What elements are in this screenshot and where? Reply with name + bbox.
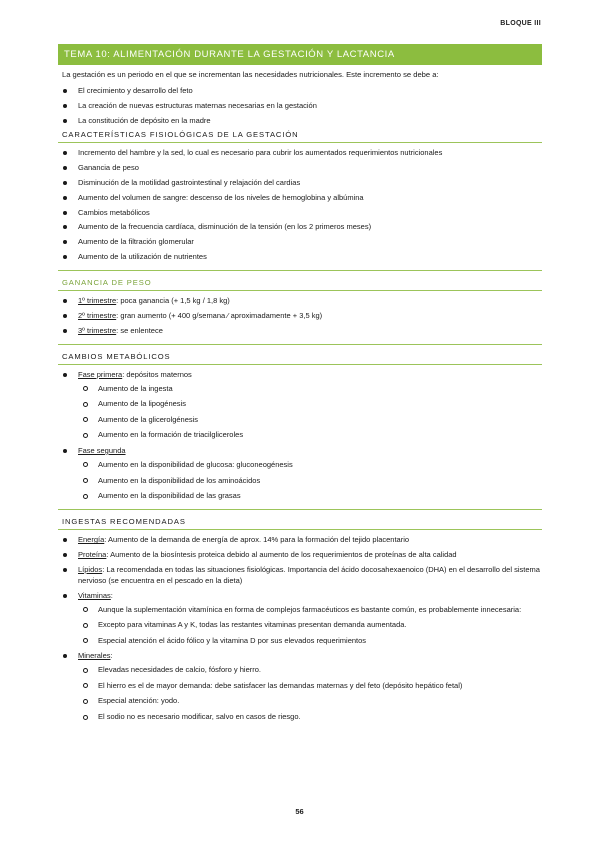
physiology-list <box>58 147 542 262</box>
list-item: La creación de nuevas estructuras maternas necesarias en la gestación <box>58 100 542 111</box>
section-heading: GANANCIA DE PESO <box>58 277 542 291</box>
list-item <box>58 369 542 441</box>
list-item: La constitución de depósito en la madre <box>58 115 542 126</box>
divider <box>58 344 542 345</box>
divider <box>58 270 542 271</box>
list-item: Incremento del hambre y la sed, lo cual es necesario para cubrir los aumentados requerimientos nutricionales <box>58 147 542 158</box>
section-heading: CAMBIOS METABÓLICOS <box>58 351 542 365</box>
list-item <box>58 445 542 501</box>
nutrient-label: Energía <box>78 535 105 545</box>
nutrient-text: : La recomendada en todas las situaciones fisiológicas. Importancia del ácido docosahexaenoico (DHA) en el desarrollo del sistema nervioso (se encuentra en el pescado en la dieta) <box>78 564 540 585</box>
list-item: Ganancia de peso <box>58 162 542 173</box>
section-heading: INGESTAS RECOMENDADAS <box>58 516 542 530</box>
list-item <box>58 534 542 545</box>
page-content <box>58 44 542 727</box>
sub-list <box>78 383 542 441</box>
list-item <box>58 590 542 646</box>
list-item: El crecimiento y desarrollo del feto <box>58 85 542 96</box>
trimester-text: : poca ganancia (+ 1,5 kg / 1,8 kg) <box>116 295 230 305</box>
sub-list-item: Aumento de la lipogénesis <box>78 398 542 409</box>
sub-list-item: Aumento en la disponibilidad de los aminoácidos <box>78 475 542 486</box>
sub-list <box>78 664 542 722</box>
section-heading: CARACTERÍSTICAS FISIOLÓGICAS DE LA GESTACIÓN <box>58 129 542 143</box>
trimester-text: : se enlentece <box>116 325 163 335</box>
list-item <box>58 325 542 336</box>
nutrient-text: : <box>110 651 113 661</box>
list-item: Disminución de la motilidad gastrointestinal y relajación del cardias <box>58 177 542 188</box>
list-item <box>58 549 542 560</box>
nutrient-label: Proteína <box>78 549 107 559</box>
sub-list-item: El sodio no es necesario modificar, salvo en casos de riesgo. <box>78 711 542 722</box>
list-item: Aumento de la utilización de nutrientes <box>58 251 542 262</box>
phase-text: : depósitos maternos <box>122 369 192 379</box>
nutrient-text: : <box>110 590 113 600</box>
trimester-label: 1º trimestre <box>78 295 117 305</box>
sub-list-item: Aumento en la formación de triacilgliceroles <box>78 429 542 440</box>
intake-section <box>58 516 542 722</box>
list-item <box>58 310 542 321</box>
nutrient-text: : Aumento de la demanda de energía de aprox. 14% para la formación del tejido placentario <box>104 535 410 545</box>
list-item: Aumento del volumen de sangre: descenso de los niveles de hemoglobina y albúmina <box>58 192 542 203</box>
sub-list <box>78 459 542 501</box>
intro-list <box>58 85 542 126</box>
metabolic-list <box>58 369 542 502</box>
phase-label: Fase primera <box>78 369 123 379</box>
list-item <box>58 295 542 306</box>
list-item: Aumento de la filtración glomerular <box>58 236 542 247</box>
intake-list <box>58 534 542 722</box>
sub-list-item: El hierro es el de mayor demanda: debe satisfacer las demandas maternas y del feto (depósito hepático fetal) <box>78 680 542 691</box>
list-item: Aumento de la frecuencia cardíaca, disminución de la tensión (en los 2 primeros meses) <box>58 221 542 232</box>
sub-list <box>78 604 542 646</box>
sub-list-item: Aunque la suplementación vitamínica en forma de complejos farmacéuticos es bastante común, es probablemente innecesaria: <box>78 604 542 615</box>
metabolic-section <box>58 351 542 502</box>
divider <box>58 509 542 510</box>
weight-list <box>58 295 542 336</box>
page-number: 56 <box>295 807 304 816</box>
physiology-section <box>58 129 542 262</box>
sub-list-item: Aumento en la disponibilidad de glucosa: gluconeogénesis <box>78 459 542 470</box>
nutrient-text: : Aumento de la biosíntesis proteica debido al aumento de los requerimientos de proteínas de alta calidad <box>106 549 457 559</box>
intro-text: La gestación es un periodo en el que se incrementan las necesidades nutricionales. Este incremento se debe a: <box>62 70 439 79</box>
nutrient-label: Minerales <box>78 651 111 661</box>
nutrient-label: Vitaminas <box>78 590 111 600</box>
sub-list-item: Aumento de la glicerolgénesis <box>78 414 542 425</box>
sub-list-item: Especial atención el ácido fólico y la vitamina D por sus elevados requerimientos <box>78 635 542 646</box>
topic-title: TEMA 10: ALIMENTACIÓN DURANTE LA GESTACIÓN Y LACTANCIA <box>58 44 542 65</box>
phase-label: Fase segunda <box>78 445 126 455</box>
sub-list-item: Aumento en la disponibilidad de las grasas <box>78 490 542 501</box>
list-item <box>58 650 542 722</box>
list-item: Cambios metabólicos <box>58 207 542 218</box>
sub-list-item: Elevadas necesidades de calcio, fósforo y hierro. <box>78 664 542 675</box>
trimester-label: 2º trimestre <box>78 310 117 320</box>
sub-list-item: Excepto para vitaminas A y K, todas las restantes vitaminas presentan demanda aumentada. <box>78 619 542 630</box>
nutrient-label: Lípidos <box>78 564 103 574</box>
weight-section <box>58 277 542 336</box>
sub-list-item: Especial atención: yodo. <box>78 695 542 706</box>
trimester-text: : gran aumento (+ 400 g/semana ⁄ aproximadamente + 3,5 kg) <box>116 310 323 320</box>
trimester-label: 3º trimestre <box>78 325 117 335</box>
list-item <box>58 564 542 586</box>
block-label: BLOQUE III <box>500 20 541 27</box>
sub-list-item: Aumento de la ingesta <box>78 383 542 394</box>
